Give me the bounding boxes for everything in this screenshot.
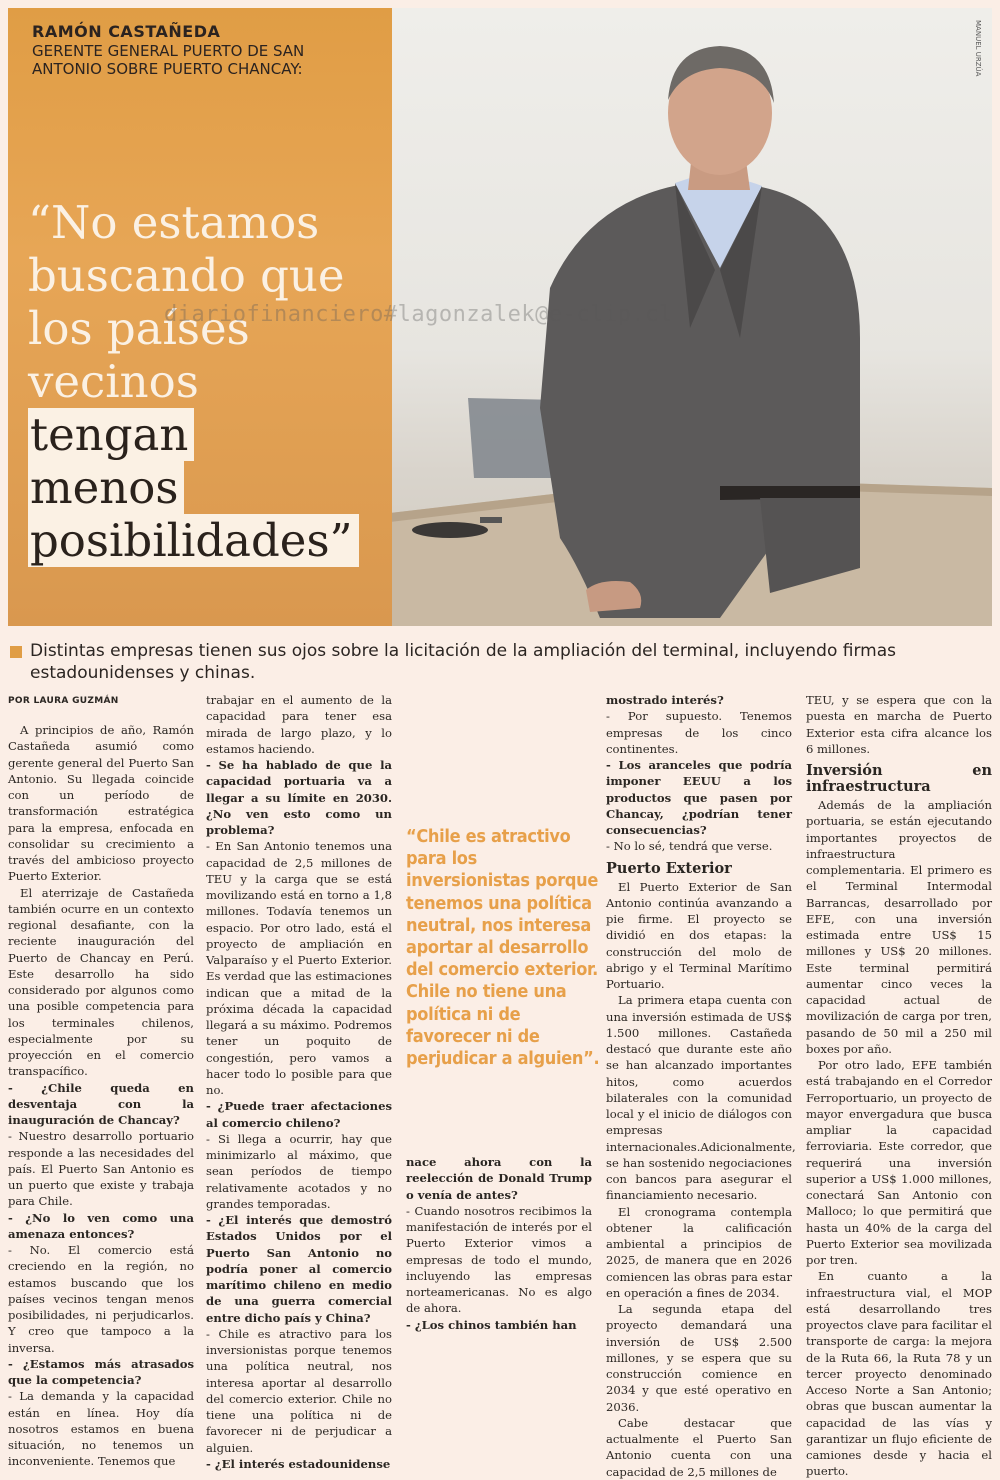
lead-paragraph xyxy=(8,640,992,684)
question: - ¿El interés estadounidense xyxy=(206,1456,391,1471)
column-1 xyxy=(8,722,194,1470)
question: - ¿El interés que demostró Estados Unidos por el Puerto San Antonio no podría poner al comercio marítimo chileno en medio de una guerra comercial entre dicho país y China? xyxy=(206,1213,392,1325)
paragraph: La segunda etapa del proyecto demandará una inversión de US$ 2.500 millones, y se espera que su construcción comience en 2034 y que esté operativo en 2036. xyxy=(606,1302,792,1414)
paragraph: El cronograma contempla obtener la calificación ambiental a principios de 2025, de manera que en 2026 comiencen las obras para estar en operación a fines de 2034. xyxy=(606,1204,792,1300)
question: - ¿Puede traer afectaciones al comercio chileno? xyxy=(206,1099,392,1130)
photo-credit xyxy=(922,20,982,30)
paragraph: El aterrizaje de Castañeda también ocurre en un contexto regional desafiante, con la reciente inauguración del Puerto de Chancay en Perú. Este desarrollo ha sido considerado por algunos como una posible competencia para los terminales chilenos, especialmente por su proyección en el comercio transpacífico. xyxy=(8,885,194,1079)
watermark: diariofinanciero#lagonzalek@e-clip.cl xyxy=(164,302,673,327)
headline-line: los países xyxy=(28,302,250,355)
hero xyxy=(0,0,1000,630)
answer: - Nuestro desarrollo portuario responde a las necesidades del país. El Puerto San Antonio es un puerto que existe y trabaja para Chile. xyxy=(8,1129,194,1209)
person-name: RAMÓN CASTAÑEDA xyxy=(32,22,221,41)
question: - Los aranceles que podría imponer EEUU a los productos que pasen por Chancay, ¿podrían tener consecuencias? xyxy=(606,758,792,837)
question: - Se ha hablado de que la capacidad portuaria va a llegar a su límite en 2030. ¿No ven esto como un problema? xyxy=(206,758,392,837)
question: - ¿Chile queda en desventaja con la inauguración de Chancay? xyxy=(8,1080,194,1127)
headline-line: buscando que xyxy=(28,249,345,302)
pull-quote: “Chile es atractivo para los inversionistas porque tenemos una política neutral, nos interesa aportar al desarrollo del comercio exterior. Chile no tiene una política ni de favorecer ni de perjudicar a alguien”. xyxy=(406,826,600,1070)
byline: POR LAURA GUZMÁN xyxy=(8,696,119,706)
question: - ¿Estamos más atrasados que la competencia? xyxy=(8,1356,194,1387)
question: - ¿No lo ven como una amenaza entonces? xyxy=(8,1210,194,1241)
paragraph: En cuanto a la infraestructura vial, el MOP está desarrollando tres proyectos clave para facilitar el transporte de carga: la mejora de la Ruta 66, la Ruta 78 y un tercer proyecto denominado Acceso Norte a San Antonio; obras que buscan aumentar la capacidad de las vías y garantizar un flujo eficiente de camiones desde y hacia el puerto. xyxy=(806,1269,992,1479)
column-middle-bottom xyxy=(406,1154,592,1333)
paragraph: A principios de año, Ramón Castañeda asumió como gerente general del Puerto San Antonio. Su llegada coincide con un período de transformación estratégica para la empresa, enfocada en consolidar su crecimiento a través del ambicioso proyecto Puerto Exterior. xyxy=(8,723,194,884)
section-heading: Puerto Exterior xyxy=(606,859,732,877)
column-3 xyxy=(606,692,796,1480)
question: nace ahora con la reelección de Donald Trump o venía de antes? xyxy=(406,1155,592,1202)
paragraph: Además de la ampliación portuaria, se están ejecutando importantes proyectos de infraestructura complementaria. El primero es el Terminal Intermodal Barrancas, desarrollado por EFE, con una inversión estimada entre US$ 15 millones y US$ 20 millones. Este terminal permitirá aumentar cinco veces la capacidad actual de movilización de carga por tren, pasando de 50 mil a 250 mil boxes por año. xyxy=(806,798,992,1056)
answer: - Chile es atractivo para los inversionistas porque tenemos una política neutral, nos interesa aportar al desarrollo del comercio exterior. Chile no tiene una política ni de favorecer ni de perjudicar a alguien. xyxy=(206,1326,392,1455)
answer: - Cuando nosotros recibimos la manifestación de interés por el Puerto Exterior vimos a empresas de todo el mundo, incluyendo las empresas norteamericanas. No es algo de ahora. xyxy=(406,1203,592,1316)
person-role: GERENTE GENERAL PUERTO DE SAN ANTONIO SOBRE PUERTO CHANCAY: xyxy=(32,42,305,78)
paragraph: La primera etapa cuenta con una inversión estimada de US$ 1.500 millones. Castañeda destacó que durante este año se han alcanzado importantes hitos, como acuerdos bilaterales con la comunidad local y el inicio de diálogos con empresas internacionales.Adicionalmente, se han sostenido negociaciones con bancos para asegurar el financiamiento necesario. xyxy=(606,993,796,1203)
question: mostrado interés? xyxy=(606,693,724,707)
answer: trabajar en el aumento de la capacidad para tener esa mirada de largo plazo, y lo estamos haciendo. xyxy=(206,693,392,756)
headline-line: vecinos xyxy=(28,355,199,408)
answer: - Si llega a ocurrir, hay que minimizarlo al máximo, que sean períodos de tiempo relativamente acotados y no grandes temporadas. xyxy=(206,1131,392,1211)
answer: - En San Antonio tenemos una capacidad de 2,5 millones de TEU y la carga que se está movilizando está en torno a 1,8 millones. Todavía tenemos un espacio. Por otro lado, está el proyecto de ampliación en Valparaíso y el Puerto Exterior. Es verdad que las estimaciones indican que a mitad de la próxima década la capacidad llegará a su máximo. Podremos tener un poquito de congestión, pero vamos a hacer todo lo posible para que no. xyxy=(206,839,392,1097)
headline-highlight-line: menos xyxy=(28,461,184,514)
headline-line: “No estamos xyxy=(28,196,320,249)
section-heading: Inversión en infraestructura xyxy=(806,762,992,795)
headline-highlight-line: tengan xyxy=(28,408,194,461)
paragraph: TEU, y se espera que con la puesta en marcha de Puerto Exterior esta cifra alcance los 6 millones. xyxy=(806,693,992,756)
answer: - No lo sé, tendrá que verse. xyxy=(606,839,773,854)
column-2 xyxy=(206,692,392,1472)
paragraph: El Puerto Exterior de San Antonio continúa avanzando a pie firme. El proyecto se dividió en dos etapas: la construcción del molo de abrigo y el Terminal Marítimo Portuario. xyxy=(606,879,792,991)
answer: - Por supuesto. Tenemos empresas de los cinco continentes. xyxy=(606,709,792,756)
headline-highlight-line: posibilidades” xyxy=(28,514,359,567)
lead-text: Distintas empresas tienen sus ojos sobre la licitación de la ampliación del terminal, incluyendo firmas estadounidenses y chinas. xyxy=(30,641,896,683)
answer: - La demanda y la capacidad están en línea. Hoy día nosotros estamos en buena situación, no tenemos un inconveniente. Tenemos que xyxy=(8,1389,194,1469)
headline xyxy=(28,196,388,567)
bullet-square-icon xyxy=(10,646,22,658)
paragraph: Cabe destacar que actualmente el Puerto San Antonio cuenta con una capacidad de 2,5 millones de xyxy=(606,1415,792,1479)
column-4 xyxy=(806,692,992,1480)
answer: - No. El comercio está creciendo en la región, no estamos buscando que los países vecinos tengan menos posibilidades, ni perjudicarlos. Y creo que tampoco a la inversa. xyxy=(8,1243,194,1355)
paragraph: Por otro lado, EFE también está trabajando en el Corredor Ferroportuario, un proyecto de mayor envergadura que busca ampliar la capacidad ferroviaria. Este corredor, que requerirá una inversión superior a US$ 1.000 millones, conectará San Antonio con Malloco; lo que permitirá que hasta un 40% de la carga del Puerto Exterior sea movilizada por tren. xyxy=(806,1058,992,1267)
question: - ¿Los chinos también han xyxy=(406,1317,577,1332)
